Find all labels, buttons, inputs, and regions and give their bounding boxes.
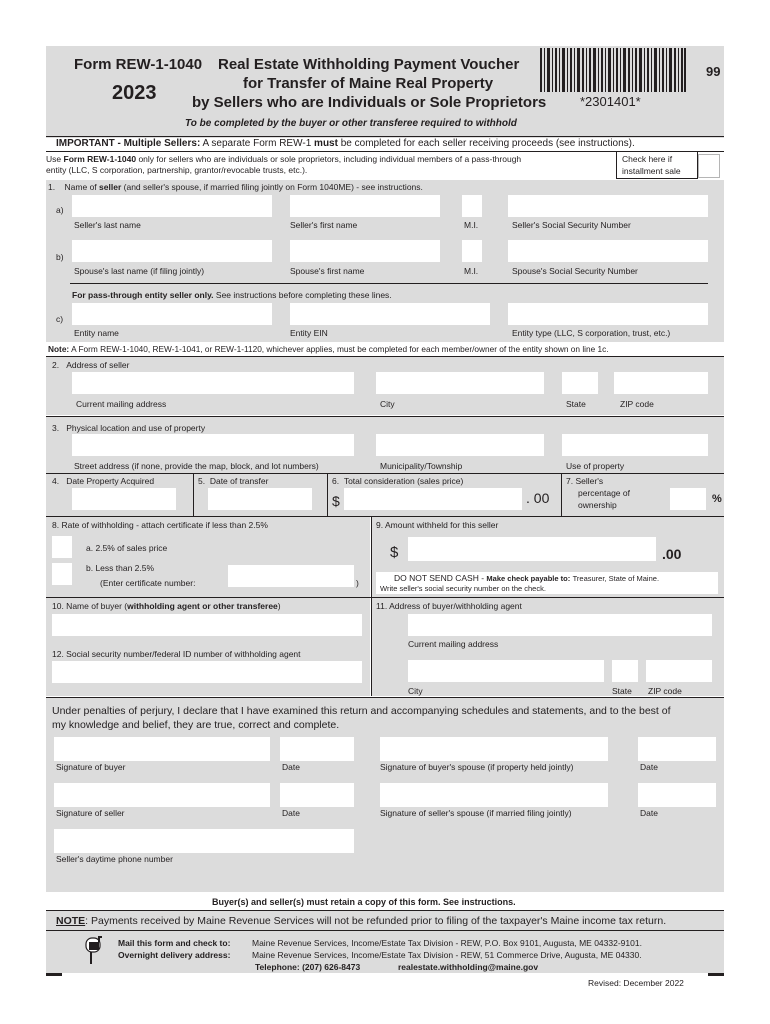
spouse-last-name-label: Spouse's last name (if filing jointly) <box>74 266 205 276</box>
buyer-spouse-date-label: Date <box>640 762 658 772</box>
certificate-number-field[interactable] <box>228 565 354 587</box>
line4-label: 4. Date Property Acquired <box>52 476 155 486</box>
property-use-label: Use of property <box>566 461 625 471</box>
spouse-first-name-label: Spouse's first name <box>290 266 365 276</box>
buyer-address-label: Current mailing address <box>408 639 499 649</box>
entity-ein-field[interactable] <box>290 303 490 325</box>
property-municipality-label: Municipality/Township <box>380 461 463 471</box>
installment-checkbox[interactable] <box>698 154 720 178</box>
entity-note: Note: A Form REW-1-1040, REW-1-1041, or REW-1-1120, whichever applies, must be completed for each member/owner of the entity shown on line 1c. <box>48 344 609 354</box>
seller-ssn-field[interactable] <box>508 195 708 217</box>
date-acquired-field[interactable] <box>72 488 176 510</box>
seller-state-label: State <box>566 399 586 409</box>
buyer-signature-label: Signature of buyer <box>56 762 126 772</box>
seller-date-field[interactable] <box>280 783 354 807</box>
buyer-date-field[interactable] <box>280 737 354 761</box>
installment-label-1: Check here if <box>622 154 673 164</box>
buyer-spouse-signature-field[interactable] <box>380 737 608 761</box>
entity-type-field[interactable] <box>508 303 708 325</box>
seller-ssn-label: Seller's Social Security Number <box>512 220 631 230</box>
line6-label: 6. Total consideration (sales price) <box>332 476 464 486</box>
overnight-address: Maine Revenue Services, Income/Estate Tax Division - REW, 51 Commerce Drive, Augusta, ME 04330. <box>252 950 642 960</box>
retain-copy-notice: Buyer(s) and seller(s) must retain a copy of this form. See instructions. <box>212 897 516 907</box>
spouse-last-name-field[interactable] <box>72 240 272 262</box>
line11-label: 11. Address of buyer/withholding agent <box>376 601 522 611</box>
important-notice: IMPORTANT - Multiple Sellers: A separate Form REW-1 must be completed for each seller receiving proceeds (see instructions). <box>56 138 635 149</box>
seller-date-label: Date <box>282 808 300 818</box>
passthrough-heading: For pass-through entity seller only. See instructions before completing these lines. <box>72 290 392 300</box>
spouse-mi-field[interactable] <box>462 240 482 262</box>
usage-line1: Use Form REW-1-1040 only for sellers who are individuals or sole proprietors, including individual members of a pass-through <box>46 154 522 164</box>
seller-last-name-field[interactable] <box>72 195 272 217</box>
entity-ein-label: Entity EIN <box>290 328 328 338</box>
consideration-dollar: $ <box>332 493 340 509</box>
seller-last-name-label: Seller's last name <box>74 220 141 230</box>
seller-signature-label: Signature of seller <box>56 808 125 818</box>
spouse-mi-label: M.I. <box>464 266 479 276</box>
line8-label: 8. Rate of withholding - attach certificate if less than 2.5% <box>52 520 268 530</box>
form-year: 2023 <box>112 82 157 104</box>
seller-zip-label: ZIP code <box>620 399 654 409</box>
property-street-label: Street address (if none, provide the map, block, and lot numbers) <box>74 461 319 471</box>
refund-note: NOTE: Payments received by Maine Revenue Services will not be refunded prior to filing of the taxpayer's Maine income tax return. <box>56 915 667 927</box>
entity-name-field[interactable] <box>72 303 272 325</box>
consideration-cents: . 00 <box>526 490 550 506</box>
buyer-state-field[interactable] <box>612 660 638 682</box>
contact-email[interactable]: realestate.withholding@maine.gov <box>398 962 539 972</box>
buyer-spouse-signature-label: Signature of buyer's spouse (if property held jointly) <box>380 762 574 772</box>
usage-line2: entity (LLC, S corporation, partnership, grantor/revocable trusts, etc.). <box>46 165 308 175</box>
telephone: Telephone: (207) 626-8473 <box>255 962 361 972</box>
buyer-zip-label: ZIP code <box>648 686 682 696</box>
seller-address-field[interactable] <box>72 372 354 394</box>
mail-address-label: Mail this form and check to: <box>118 938 231 948</box>
seller-address-label: Current mailing address <box>76 399 167 409</box>
form-title-line2: for Transfer of Maine Real Property <box>243 75 494 92</box>
property-use-field[interactable] <box>562 434 708 456</box>
seller-city-field[interactable] <box>376 372 544 394</box>
seller-zip-field[interactable] <box>614 372 708 394</box>
seller-spouse-signature-field[interactable] <box>380 783 608 807</box>
date-transfer-field[interactable] <box>208 488 312 510</box>
do-not-send-cash-line1: DO NOT SEND CASH - Make check payable to: Treasurer, State of Maine. <box>394 573 660 583</box>
form-title-line1: Real Estate Withholding Payment Voucher <box>218 56 520 73</box>
rate-a-label: a. 2.5% of sales price <box>86 543 168 553</box>
line7-label-1: 7. Seller's <box>566 476 604 486</box>
row-b-label: b) <box>56 252 64 262</box>
line5-label: 5. Date of transfer <box>198 476 269 486</box>
overnight-address-label: Overnight delivery address: <box>118 950 231 960</box>
barcode-text: *2301401* <box>580 94 641 109</box>
seller-spouse-date-label: Date <box>640 808 658 818</box>
line9-label: 9. Amount withheld for this seller <box>376 520 499 530</box>
rate-b-close: ) <box>356 578 359 588</box>
line7-label-3: ownership <box>578 500 617 510</box>
buyer-city-label: City <box>408 686 423 696</box>
row-c-label: c) <box>56 314 64 324</box>
mailbox-icon <box>84 934 104 966</box>
revised-date: Revised: December 2022 <box>588 978 684 988</box>
line7-label-2: percentage of <box>578 488 630 498</box>
seller-first-name-field[interactable] <box>290 195 440 217</box>
buyer-signature-field[interactable] <box>54 737 270 761</box>
rate-b-label-1: b. Less than 2.5% <box>86 563 155 573</box>
seller-phone-label: Seller's daytime phone number <box>56 854 173 864</box>
do-not-send-cash-line2: Write seller's social security number on the check. <box>380 584 546 593</box>
seller-state-field[interactable] <box>562 372 598 394</box>
withheld-dollar: $ <box>390 544 399 561</box>
property-street-field[interactable] <box>72 434 354 456</box>
perjury-line1: Under penalties of perjury, I declare that I have examined this return and accompanying schedules and statements, and to the best of <box>52 705 671 717</box>
buyer-spouse-date-field[interactable] <box>638 737 716 761</box>
spouse-ssn-field[interactable] <box>508 240 708 262</box>
consideration-field[interactable] <box>344 488 522 510</box>
row-a-label: a) <box>56 205 64 215</box>
rate-a-checkbox[interactable] <box>52 536 72 558</box>
form-title-line3: by Sellers who are Individuals or Sole Proprietors <box>192 94 547 111</box>
line3-label: 3. Physical location and use of property <box>52 423 206 433</box>
line2-label: 2. Address of seller <box>52 360 130 370</box>
buyer-zip-field[interactable] <box>646 660 712 682</box>
seller-spouse-date-field[interactable] <box>638 783 716 807</box>
mail-address: Maine Revenue Services, Income/Estate Tax Division - REW, P.O. Box 9101, Augusta, ME 04332-9101. <box>252 938 642 948</box>
seller-mi-label: M.I. <box>464 220 479 230</box>
seller-phone-field[interactable] <box>54 829 354 853</box>
seller-city-label: City <box>380 399 395 409</box>
ownership-percentage-field[interactable] <box>670 488 706 510</box>
seller-first-name-label: Seller's first name <box>290 220 358 230</box>
amount-withheld-field[interactable] <box>408 537 656 561</box>
perjury-line2: my knowledge and belief, they are true, correct and complete. <box>52 719 340 731</box>
line12-label: 12. Social security number/federal ID number of withholding agent <box>52 649 301 659</box>
form-subtitle: To be completed by the buyer or other transferee required to withhold <box>185 118 517 129</box>
line10-label: 10. Name of buyer (withholding agent or other transferee) <box>52 601 281 611</box>
barcode-icon <box>540 48 686 92</box>
ownership-percent-sign: % <box>712 493 722 505</box>
buyer-name-field[interactable] <box>52 614 362 636</box>
buyer-state-label: State <box>612 686 632 696</box>
buyer-date-label: Date <box>282 762 300 772</box>
spouse-first-name-field[interactable] <box>290 240 440 262</box>
form-number: Form REW-1-1040 <box>74 56 203 73</box>
rate-b-label-2: (Enter certificate number: <box>100 578 196 588</box>
installment-label-2: installment sale <box>622 166 681 176</box>
entity-type-label: Entity type (LLC, S corporation, trust, etc.) <box>512 328 671 338</box>
seller-mi-field[interactable] <box>462 195 482 217</box>
buyer-address-field[interactable] <box>408 614 712 636</box>
rate-b-checkbox[interactable] <box>52 563 72 585</box>
withheld-cents: .00 <box>662 546 682 562</box>
seller-signature-field[interactable] <box>54 783 270 807</box>
entity-name-label: Entity name <box>74 328 119 338</box>
buyer-city-field[interactable] <box>408 660 604 682</box>
page-code: 99 <box>706 64 721 79</box>
buyer-id-number-field[interactable] <box>52 661 362 683</box>
seller-spouse-signature-label: Signature of seller's spouse (if married filing jointly) <box>380 808 572 818</box>
property-municipality-field[interactable] <box>376 434 544 456</box>
spouse-ssn-label: Spouse's Social Security Number <box>512 266 638 276</box>
line1-label: 1. Name of seller (and seller's spouse, if married filing jointly on Form 1040ME) - see instructions. <box>48 182 423 192</box>
